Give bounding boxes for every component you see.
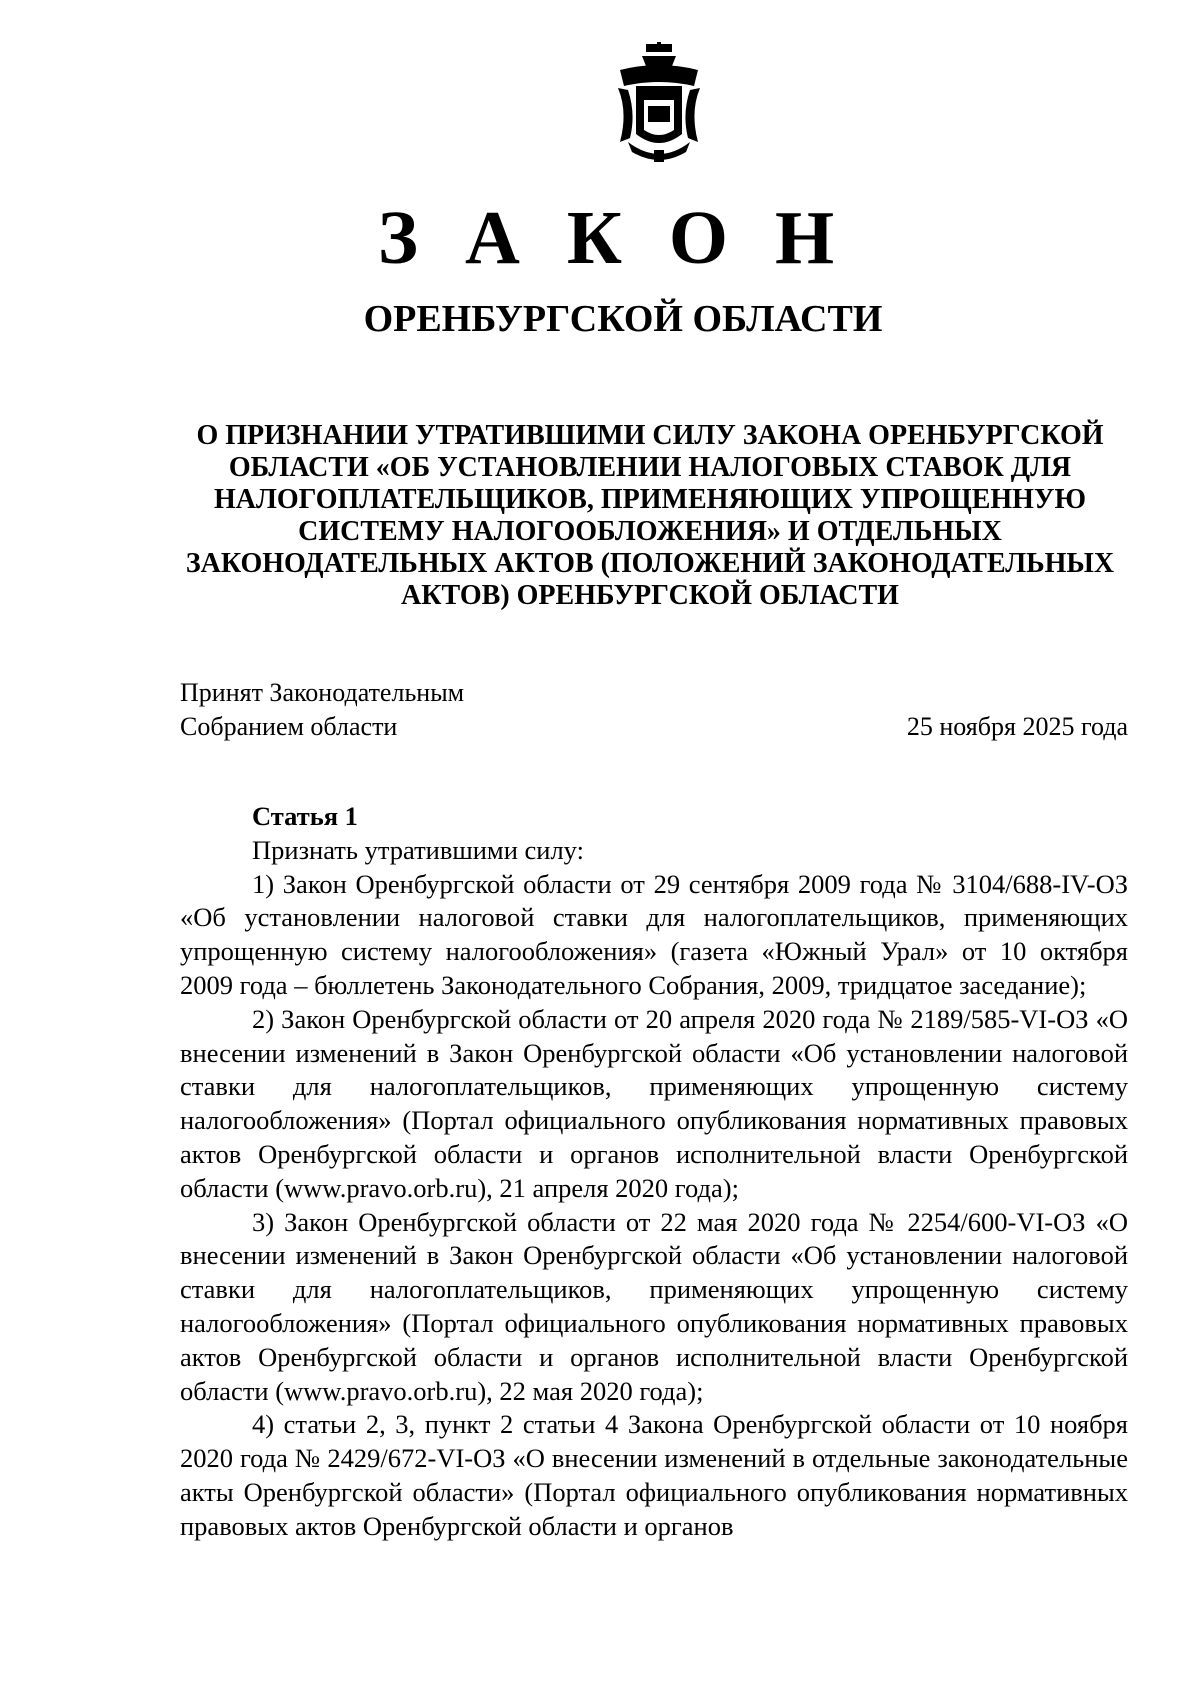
list-item: 1) Закон Оренбургской области от 29 сентября 2009 года № 3104/688-IV-ОЗ «Об установлении налоговой ставки для налогоплательщиков, применяющих упрощенную систему налогообложения» (газета «Южный Урал» от 10 октября 2009 года – бюллетень Законодательного Собрания, 2009, тридцатое заседание); (180, 868, 1128, 1000)
article-1 (180, 800, 1128, 1544)
adoption-line-1: Принят Законодательным (180, 678, 465, 707)
adoption-date: 25 ноября 2025 года (906, 712, 1128, 741)
region-subtitle: ОРЕНБУРГСКОЙ ОБЛАСТИ (363, 298, 883, 340)
document-title: З А К О Н (377, 196, 849, 280)
coat-of-arms-icon (614, 42, 704, 164)
article-heading: Статья 1 (252, 801, 358, 831)
list-item: 4) статьи 2, 3, пункт 2 статьи 4 Закона Оренбургской области от 10 ноября 2020 года № 2429/672-VI-ОЗ «О внесении изменений в отдельные законодательные акты Оренбургской области» (Портал официального опубликования нормативных правовых актов Оренбургской области и органов (180, 1409, 1128, 1541)
adoption-block (180, 676, 1128, 744)
adoption-line-2: Собранием области (180, 712, 398, 741)
list-item: 3) Закон Оренбургской области от 22 мая 2020 года № 2254/600-VI-ОЗ «О внесении изменений в Закон Оренбургской области «Об установлении налоговой ставки для налогоплательщиков, применяющих упрощенную систему налогообложения» (Портал официального опубликования нормативных правовых актов Оренбургской области и органов исполнительной власти Оренбургской области (www.pravo.orb.ru), 22 мая 2020 года); (180, 1206, 1128, 1406)
article-intro: Признать утратившими силу: (252, 834, 584, 865)
law-name: О ПРИЗНАНИИ УТРАТИВШИМИ СИЛУ ЗАКОНА ОРЕНБУРГСКОЙ ОБЛАСТИ «ОБ УСТАНОВЛЕНИИ НАЛОГОВЫХ СТАВОК ДЛЯ НАЛОГОПЛАТЕЛЬЩИКОВ, ПРИМЕНЯЮЩИХ УПРОЩЕННУЮ СИСТЕМУ НАЛОГООБЛОЖЕНИЯ» И ОТДЕЛЬНЫХ ЗАКОНОДАТЕЛЬНЫХ АКТОВ (ПОЛОЖЕНИЙ ЗАКОНОДАТЕЛЬНЫХ АКТОВ) ОРЕНБУРГСКОЙ ОБЛАСТИ (185, 420, 1115, 611)
list-item: 2) Закон Оренбургской области от 20 апреля 2020 года № 2189/585-VI-ОЗ «О внесении изменений в Закон Оренбургской области «Об установлении налоговой ставки для налогоплательщиков, применяющих упрощенную систему налогообложения» (Портал официального опубликования нормативных правовых актов Оренбургской области и органов исполнительной власти Оренбургской области (www.pravo.orb.ru), 21 апреля 2020 года); (180, 1003, 1128, 1203)
